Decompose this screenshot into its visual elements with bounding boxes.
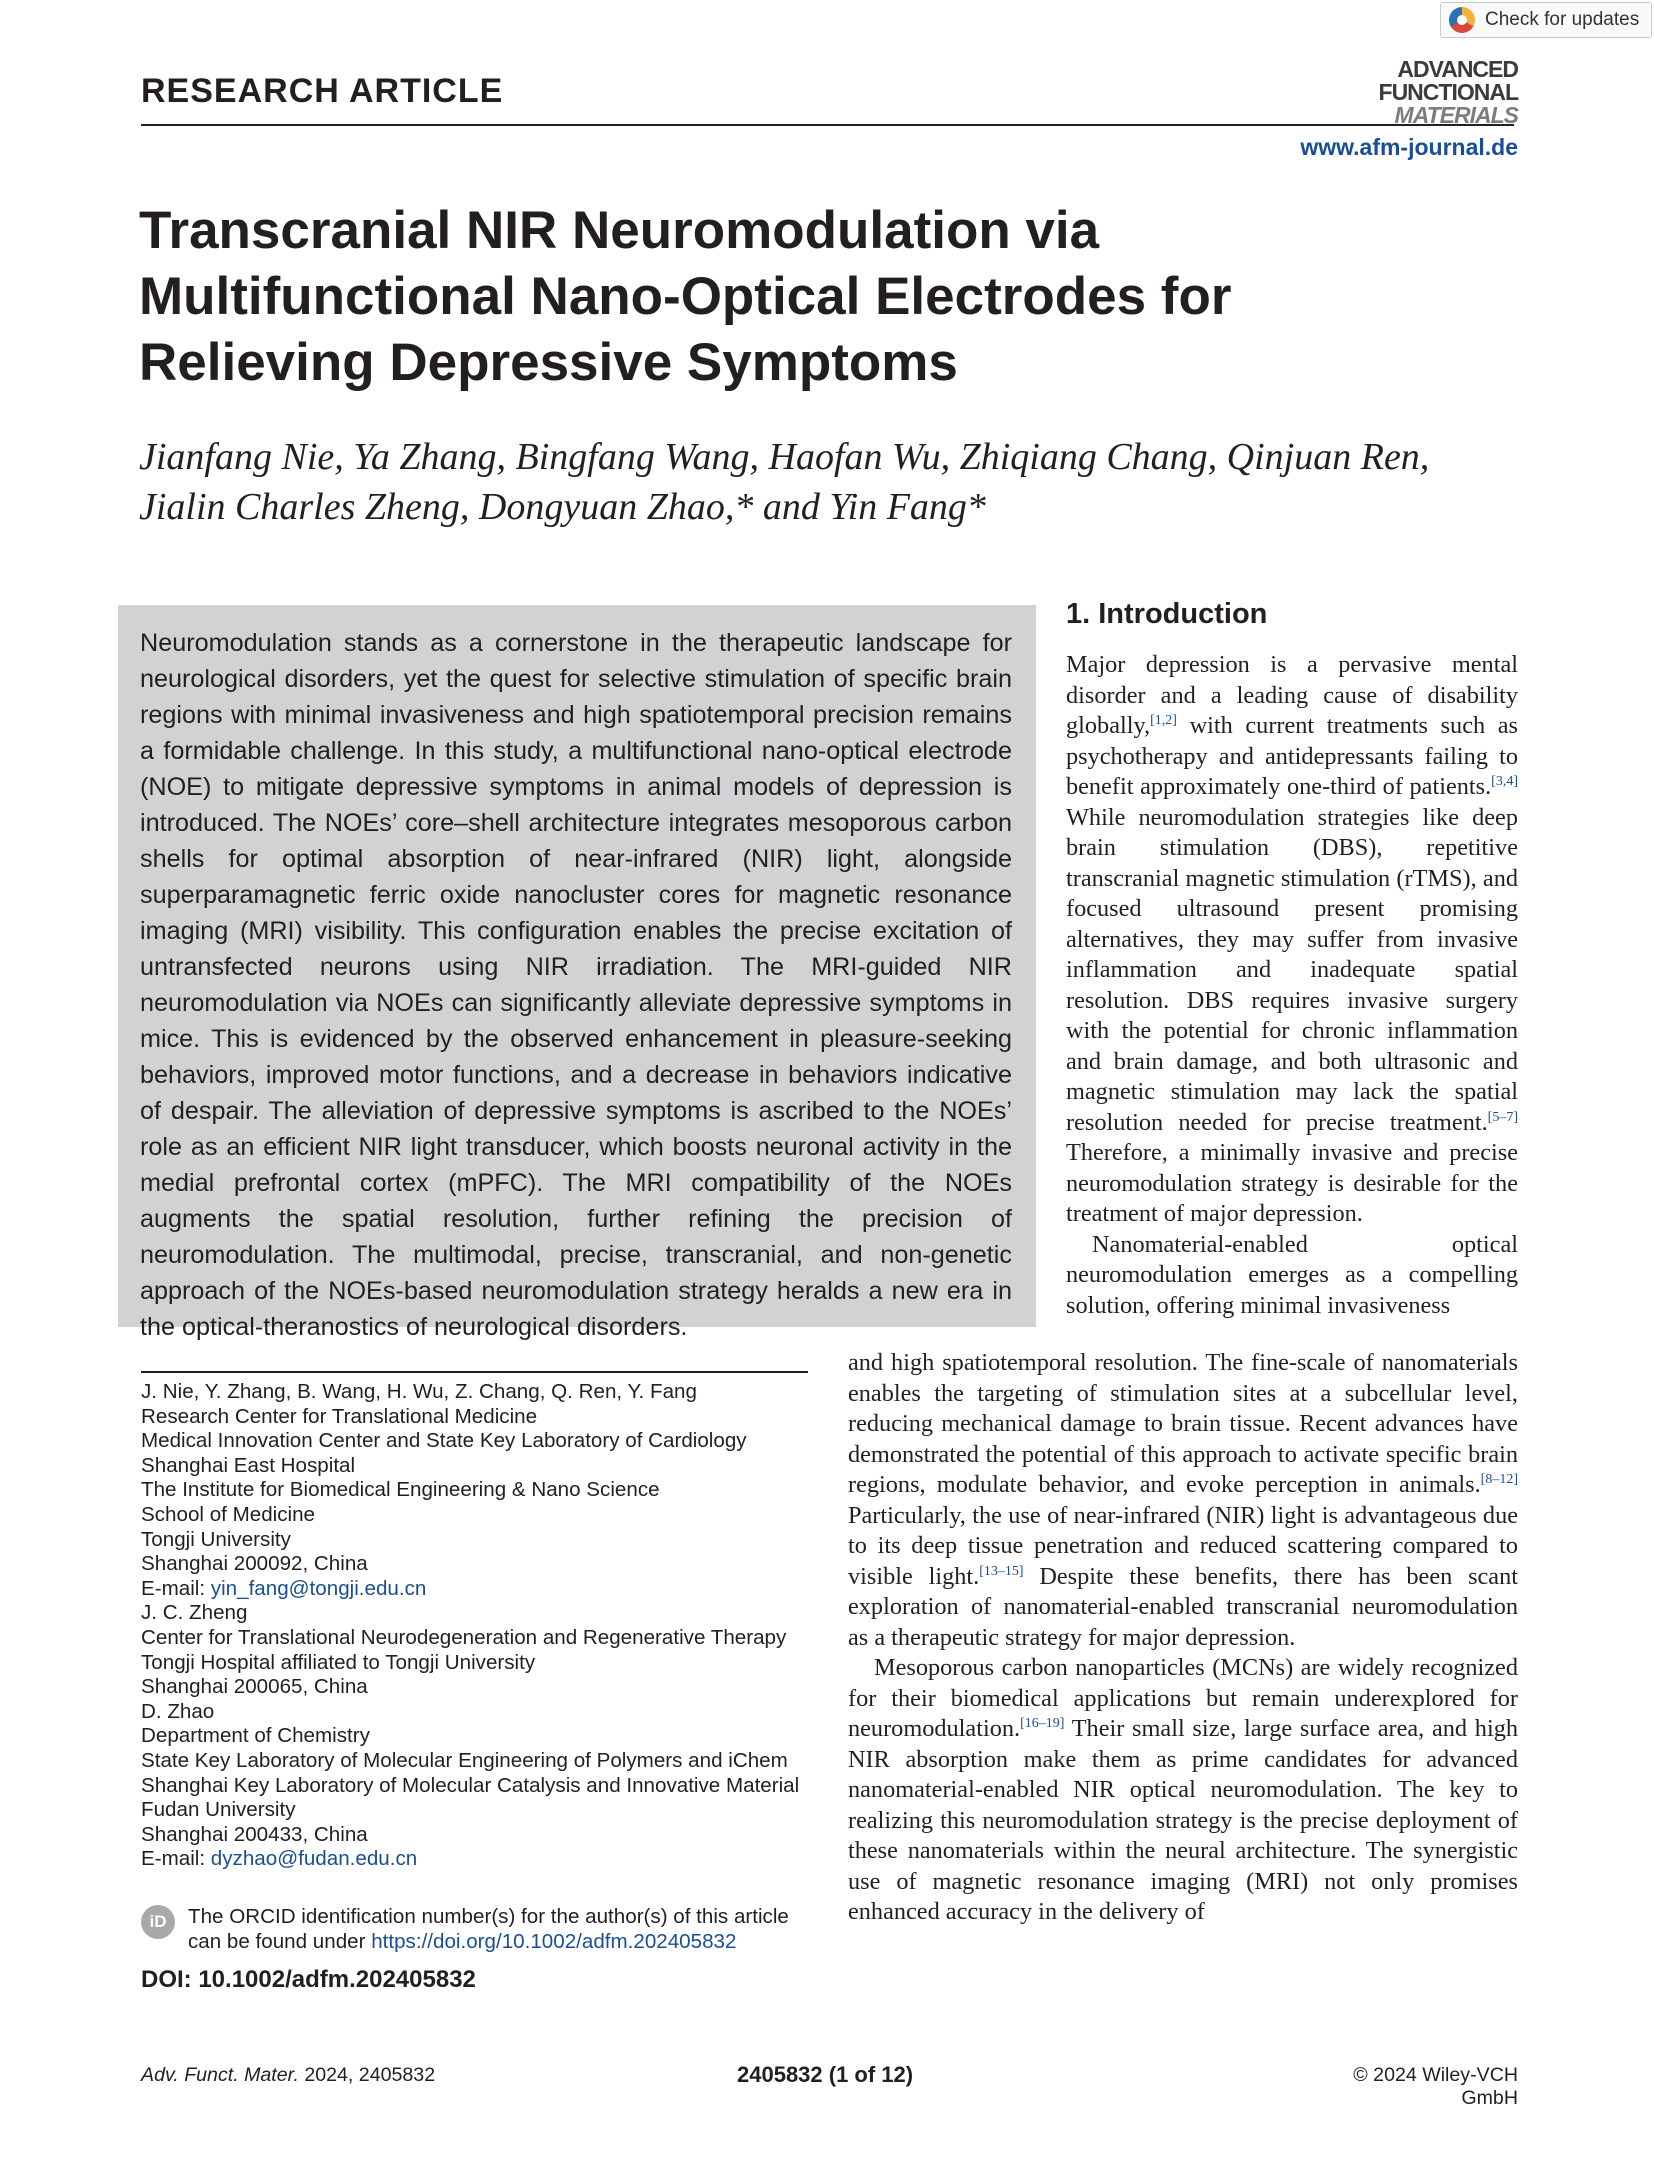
intro-paragraph-3: Mesoporous carbon nanoparticles (MCNs) are widely recognized for their biomedical applications but remain underexplored for neuromodulation.[16–19] Their small size, large surface area, and high NIR absorption make them as prime candidates for advanced nanomaterial-enabled NIR optical neuromodulation. The key to realizing this neuromodulation strategy is the precise deployment of these nanomaterials within the neural architecture. The synergistic use of magnetic resonance imaging (MRI) not only promises enhanced accuracy in the delivery of [848, 1654, 1518, 1925]
affiliation-line: Shanghai 200433, China [141, 1822, 368, 1846]
intro-paragraph-1: Major depression is a pervasive mental disorder and a leading cause of disability globally,[1,2] with current treatments such as psychotherapy and antidepressants failing to benefit approximately one-third of patients.[3,4] While neuromodulation strategies like deep brain stimulation (DBS), repetitive transcranial magnetic stimulation (rTMS), and focused ultrasound present promising alternatives, they may suffer from invasive inflammation and inadequate spatial resolution. DBS requires invasive surgery with the potential for chronic inflammation and brain damage, and both ultrasonic and magnetic stimulation may lack the spatial resolution needed for precise treatment.[5–7] Therefore, a minimally invasive and precise neuromodulation strategy is desirable for the treatment of major depression. [1066, 651, 1518, 1227]
intro-paragraph-2-continued: and high spatiotemporal resolution. The fine-scale of nanomaterials enables the targeting of stimulation sites at a subcellular level, reducing mechanical damage to brain tissue. Recent advances have demonstrated the potential of this approach to activate specific brain regions, modulate behavior, and evoke perception in animals.[8–12] Particularly, the use of near-infrared (NIR) light is advantageous due to its deep tissue penetration and reduced scattering compared to visible light.[13–15] Despite these benefits, there has been scant exploration of nanomaterial-enabled transcranial neuromodulation as a therapeutic strategy for major depression. [848, 1349, 1518, 1651]
affiliation-line: Shanghai East Hospital [141, 1453, 356, 1477]
section-label: RESEARCH ARTICLE [141, 72, 504, 110]
affiliation-line: J. Nie, Y. Zhang, B. Wang, H. Wu, Z. Chang, Q. Ren, Y. Fang [141, 1380, 697, 1403]
citation-ref-link[interactable]: [5–7] [1487, 1109, 1518, 1125]
journal-url-link[interactable]: www.afm-journal.de [1300, 134, 1518, 160]
citation-ref-link[interactable]: [3,4] [1491, 773, 1518, 789]
check-for-updates-label: Check for updates [1485, 9, 1640, 30]
email-link[interactable]: yin_fang@tongji.edu.cn [210, 1576, 427, 1600]
footer-citation [141, 2064, 435, 2087]
citation-ref-link[interactable]: [16–19] [1020, 1715, 1065, 1731]
footer-journal-abbrev: Adv. Funct. Mater. [141, 2064, 299, 2086]
body-column-right [1066, 650, 1518, 1321]
affiliations [141, 1380, 821, 1872]
author-line: Jialin Charles Zheng, Dongyuan Zhao,* and Yin Fang* [139, 486, 986, 528]
orcid-doi-link[interactable]: https://doi.org/10.1002/adfm.202405832 [371, 1929, 737, 1953]
affiliation-line: J. C. Zheng [141, 1601, 248, 1625]
orcid-line-2-prefix: can be found under [188, 1929, 372, 1953]
citation-ref-link[interactable]: [8–12] [1480, 1471, 1518, 1487]
affiliation-line: D. Zhao [141, 1699, 215, 1723]
orcid-text [188, 1905, 789, 1954]
affiliation-line: The Institute for Biomedical Engineering & Nano Science [141, 1478, 660, 1502]
footer-copyright: © 2024 Wiley-VCH GmbH [1353, 2064, 1518, 2109]
affiliation-line: Tongji Hospital affiliated to Tongji University [141, 1650, 536, 1674]
citation-ref-link[interactable]: [13–15] [979, 1563, 1024, 1579]
affiliation-line: State Key Laboratory of Molecular Engineering of Polymers and iChem [141, 1748, 788, 1772]
article-title: Transcranial NIR Neuromodulation via Multifunctional Nano-Optical Electrodes for Relieving Depressive Symptoms [139, 201, 1232, 392]
affiliation-line: Shanghai 200092, China [141, 1552, 368, 1576]
affiliation-line: Tongji University [141, 1527, 291, 1551]
affiliation-line: Shanghai 200065, China [141, 1675, 368, 1699]
orcid-note [141, 1905, 821, 1954]
section-heading-introduction: 1. Introduction [1066, 598, 1268, 630]
journal-logo-line: ADVANCED [1397, 56, 1518, 82]
email-link[interactable]: dyzhao@fudan.edu.cn [210, 1847, 418, 1871]
orcid-line-1: The ORCID identification number(s) for the author(s) of this article [188, 1905, 789, 1928]
affiliation-line: Research Center for Translational Medicine [141, 1404, 538, 1428]
abstract-text: Neuromodulation stands as a cornerstone in the therapeutic landscape for neurological disorders, yet the quest for selective stimulation of specific brain regions with minimal invasiveness and high spatiotemporal precision remains a formidable challenge. In this study, a multifunctional nano-optical electrode (NOE) to mitigate depressive symptoms in animal models of depression is introduced. The NOEs’ core–shell architecture integrates mesoporous carbon shells for optimal absorption of near-infrared (NIR) light, alongside superparamagnetic ferric oxide nanocluster cores for magnetic resonance imaging (MRI) visibility. This configuration enables the precise excitation of untransfected neurons using NIR irradiation. The MRI-guided NIR neuromodulation via NOEs can significantly alleviate depressive symptoms in mice. This is evidenced by the observed enhancement in pleasure-seeking behaviors, improved motor functions, and a decrease in behaviors indicative of despair. The alleviation of depressive symptoms is ascribed to the NOEs’ role as an efficient NIR light transducer, which boosts neuronal activity in the medial prefrontal cortex (mPFC). The MRI compatibility of the NOEs augments the spatial resolution, further refining the precision of neuromodulation. The multimodal, precise, transcranial, and non-genetic approach of the NOEs-based neuromodulation strategy heralds a new era in the optical-theranostics of neurological disorders. [140, 629, 1012, 1341]
affiliation-line: E-mail: dyzhao@fudan.edu.cn [141, 1847, 418, 1871]
orcid-line-2 [188, 1930, 789, 1955]
affiliation-line: School of Medicine [141, 1502, 316, 1526]
affiliation-line: Center for Translational Neurodegeneration and Regenerative Therapy [141, 1625, 787, 1649]
citation-ref-link[interactable]: [1,2] [1150, 712, 1177, 728]
header-divider [141, 124, 1514, 126]
abstract-box [118, 605, 1036, 1341]
body-column-wide [848, 1348, 1518, 1928]
doi-label: DOI: 10.1002/adfm.202405832 [141, 1966, 476, 1993]
affiliation-line: Fudan University [141, 1798, 296, 1822]
check-for-updates-badge[interactable] [1440, 2, 1652, 38]
check-updates-icon [1449, 7, 1475, 33]
affiliation-line: Medical Innovation Center and State Key Laboratory of Cardiology [141, 1429, 747, 1453]
journal-logo-line: FUNCTIONAL [1378, 79, 1518, 105]
affiliations-divider [141, 1371, 808, 1373]
author-line: Jianfang Nie, Ya Zhang, Bingfang Wang, Haofan Wu, Zhiqiang Chang, Qinjuan Ren, [139, 436, 1430, 478]
author-list [139, 432, 1459, 532]
affiliation-line: Department of Chemistry [141, 1724, 370, 1748]
footer-page-number: 2405832 (1 of 12) [737, 2062, 914, 2087]
affiliation-line: E-mail: yin_fang@tongji.edu.cn [141, 1576, 427, 1600]
intro-paragraph-2-start: Nanomaterial-enabled optical neuromodulation emerges as a compelling solution, offering minimal invasiveness [1066, 1230, 1518, 1319]
orcid-icon: iD [141, 1905, 175, 1939]
affiliation-line: Shanghai Key Laboratory of Molecular Catalysis and Innovative Material [141, 1773, 800, 1797]
journal-logo-line: MATERIALS [1394, 102, 1518, 128]
journal-logo [1360, 58, 1518, 127]
footer-citation-detail: 2024, 2405832 [298, 2064, 436, 2086]
